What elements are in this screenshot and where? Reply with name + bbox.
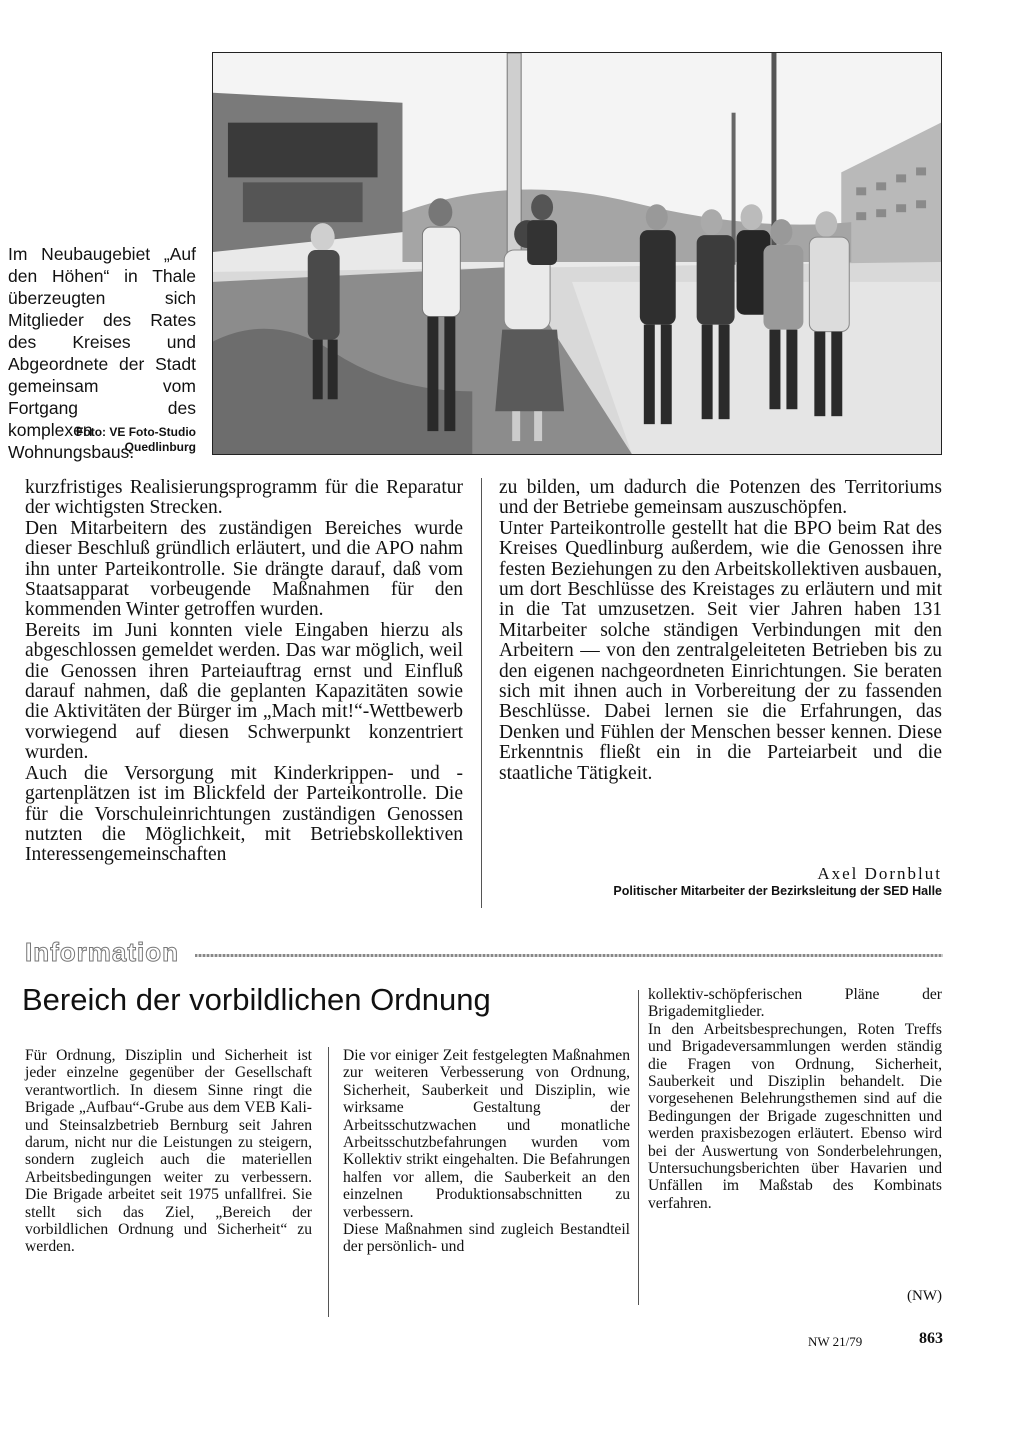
column-divider [481, 478, 482, 908]
article-photo [212, 52, 942, 455]
section-label: Information [25, 937, 179, 967]
section-rule [195, 954, 943, 957]
page-number: 863 [919, 1330, 943, 1347]
news-paragraph: Die vor einiger Zeit festgelegten Maßnahmen zur weiteren Verbesserung von Ordnung, Sicherheit, Sauberkeit und Disziplin, wie wirksame Gestaltung der Arbeitsschutzwachen und monatliche Arbeitsschutzbefahrungen wurden vom Kollektiv strikt eingehalten. Die Befahrungen halfen vor allem, die Sauberkeit an den einzelnen Produktionsabschnitten zu verbessern. [343, 1047, 630, 1221]
news-headline: Bereich der vorbildlichen Ordnung [22, 982, 491, 1017]
article-paragraph: zu bilden, um dadurch die Potenzen des Territoriums und der Betriebe gemeinsam auszuschöpfen. [499, 477, 942, 519]
news-column-1 [25, 1047, 312, 1256]
article-column-1 [25, 478, 463, 866]
news-paragraph: In den Arbeitsbesprechungen, Roten Treffs und Brigadeversammlungen werden ständig die Fragen von Ordnung, Sicherheit, Sauberkeit und Disziplin behandelt. Die vorgesehenen Belehrungsthemen sind auf die Bedingungen der Brigade zugeschnitten und werden praxisbezogen erläutert. Ebenso wird bei der Auswertung von Sonderbelehrungen, Untersuchungsberichten über Havarien und Unfällen im Maßstab des Kombinats verfahren. [648, 1020, 942, 1212]
article-paragraph: Den Mitarbeitern des zuständigen Bereiches wurde dieser Beschluß gründlich erläutert, und die APO nahm ihn unter Parteikontrolle. Sie drängte darauf, daß vom Staatsapparat vorbeugende Maßnahmen für den kommenden Winter getroffen wurden. [25, 517, 463, 621]
news-paragraph: Für Ordnung, Disziplin und Sicherheit ist jeder einzelne gegenüber der Gesellschaft verantwortlich. In diesem Sinne ringt die Brigade „Aufbau“-Grube aus dem VEB Kali- und Steinsalzbetrieb Bernburg seit Jahren darum, nicht nur die Leistungen zu steigern, sondern zugleich auch die materiellen Arbeitsbedingungen weiter zu verbessern. Die Brigade arbeitet seit 1975 unfallfrei. Sie stellt sich das Ziel, „Bereich der vorbildlichen Ordnung und Sicherheit“ zu werden. [25, 1047, 312, 1256]
column-divider [638, 990, 639, 1305]
news-paragraph: Diese Maßnahmen sind zugleich Bestandteil der persönlich- und [343, 1221, 630, 1256]
news-initials: (NW) [907, 1288, 942, 1304]
column-divider [328, 1047, 329, 1317]
article-paragraph: Bereits im Juni konnten viele Eingaben hierzu als abgeschlossen gemeldet werden. Das war möglich, weil die Genossen ihren Parteiauftrag ernst und Einfluß darauf nahmen, daß die geplanten Kapazitäten sowie die Aktivitäten der Bürger im „Mach mit!“-Wettbewerb vorwiegend auf diesen Schwerpunkt konzentriert wurden. [25, 619, 463, 764]
article-paragraph: kurzfristiges Realisierungsprogramm für die Reparatur der wichtigsten Strecken. [25, 477, 463, 519]
author-name: Axel Dornblut [817, 864, 942, 883]
photo-credit: Foto: VE Foto-Studio Quedlinburg [76, 425, 196, 454]
article-paragraph: Auch die Versorgung mit Kinderkrippen- und -gartenplätzen ist im Blickfeld der Parteikontrolle. Die für die Vorschuleinrichtungen zuständigen Genossen nutzten die Möglichkeit, mit Betriebskollektiven Interessengemeinschaften [25, 762, 463, 866]
news-column-3 [648, 986, 942, 1212]
photo-caption: Im Neubaugebiet „Auf den Höhen“ in Thale überzeugten sich Mitglieder des Rates des Kreises und Abgeordnete der Stadt gemeinsam vom Fortgang des komplexen Wohnungsbaus. [8, 244, 196, 462]
news-column-2 [343, 1047, 630, 1256]
news-paragraph: kollektiv-schöpferischen Pläne der Brigademitglieder. [648, 986, 942, 1021]
article-column-2 [499, 478, 942, 784]
issue-number: NW 21/79 [808, 1334, 863, 1349]
photo-scene [213, 53, 941, 454]
author-role: Politischer Mitarbeiter der Bezirksleitung der SED Halle [613, 884, 942, 898]
article-paragraph: Unter Parteikontrolle gestellt hat die BPO beim Rat des Kreises Quedlinburg außerdem, wie die Genossen ihre festen Beziehungen zu den Arbeitskollektiven ausbauen, um dort Beschlüsse des Kreistages zu erläutern und mit in die Tat umzusetzen. Seit vier Jahren haben 131 Mitarbeiter solche ständigen Verbindungen mit den Arbeitern — von den zentralgeleiteten Betrieben bis zu den eigenen nachgeordneten Einrichtungen. Sie beraten sich mit ihnen auch in Vorbereitung der zu fassenden Beschlüsse. Dabei lernen sie die Erfahrungen, das Denken und Fühlen der Menschen besser kennen. Diese Erkenntnis fließt ein in die Parteiarbeit und die staatliche Tätigkeit. [499, 517, 942, 784]
